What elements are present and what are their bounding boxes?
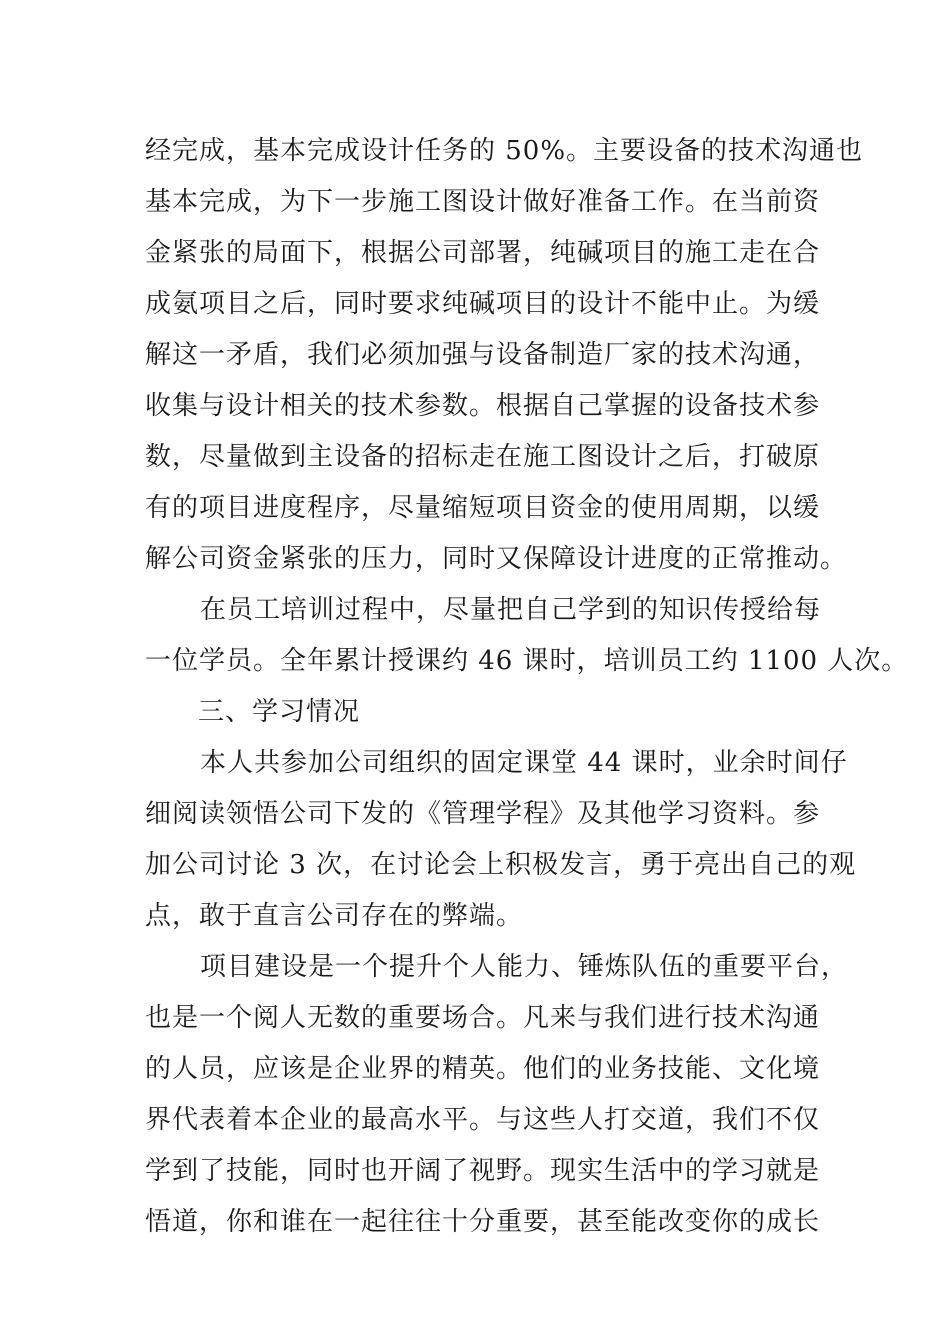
text-line: 点，敢于直言公司存在的弊端。 [145,901,524,931]
text-line: 经完成，基本完成设计任务的 50%。主要设备的技术沟通也 [145,136,864,166]
text-line: 学到了技能，同时也开阔了视野。现实生活中的学习就是 [145,1156,821,1186]
text-line: 收集与设计相关的技术参数。根据自己掌握的设备技术参 [145,391,821,421]
section-heading: 三、学习情况 [198,697,361,727]
text-line: 解公司资金紧张的压力，同时又保障设计进度的正常推动。 [145,544,848,574]
text-line: 有的项目进度程序，尽量缩短项目资金的使用周期，以缓 [145,493,821,523]
text-line: 数，尽量做到主设备的招标走在施工图设计之后，打破原 [145,442,821,472]
text-line: 也是一个阅人无数的重要场合。凡来与我们进行技术沟通 [145,1003,821,1033]
paragraph-first-line: 项目建设是一个提升个人能力、锤炼队伍的重要平台， [200,952,849,982]
text-line: 解这一矛盾，我们必须加强与设备制造厂家的技术沟通， [145,340,821,370]
text-line: 成氨项目之后，同时要求纯碱项目的设计不能中止。为缓 [145,289,821,319]
paragraph-first-line: 在员工培训过程中，尽量把自己学到的知识传授给每 [200,595,822,625]
text-line: 一位学员。全年累计授课约 46 课时，培训员工约 1100 人次。 [145,646,909,676]
text-line: 细阅读领悟公司下发的《管理学程》及其他学习资料。参 [145,799,821,829]
text-line: 金紧张的局面下，根据公司部署，纯碱项目的施工走在合 [145,238,821,268]
paragraph-first-line: 本人共参加公司组织的固定课堂 44 课时，业余时间仔 [200,748,848,778]
text-line: 的人员，应该是企业界的精英。他们的业务技能、文化境 [145,1054,821,1084]
text-line: 加公司讨论 3 次，在讨论会上积极发言，勇于亮出自己的观 [145,850,857,880]
text-line: 界代表着本企业的最高水平。与这些人打交道，我们不仅 [145,1105,821,1135]
text-line: 基本完成，为下一步施工图设计做好准备工作。在当前资 [145,187,821,217]
text-line: 悟道，你和谁在一起往往十分重要，甚至能改变你的成长 [145,1207,821,1237]
